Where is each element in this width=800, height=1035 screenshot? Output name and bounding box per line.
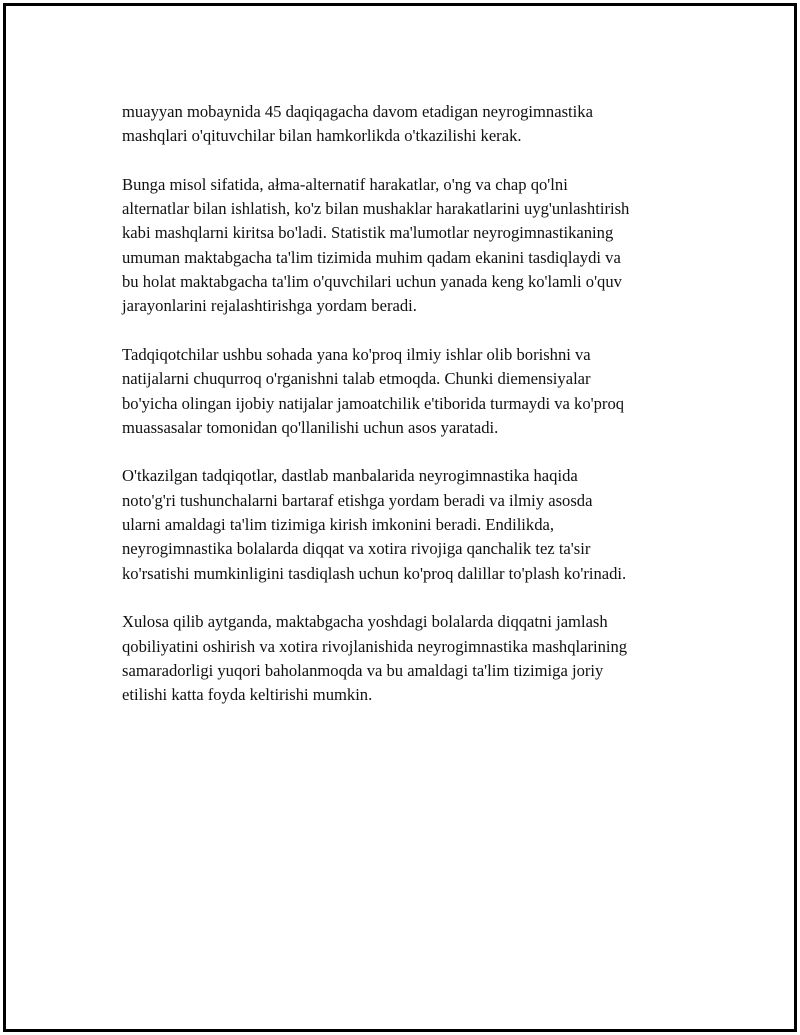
paragraph-5 bbox=[122, 610, 712, 707]
text-line: O'tkazilgan tadqiqotlar, dastlab manbalarida neyrogimnastika haqida bbox=[122, 466, 578, 486]
text-line: Tadqiqotchilar ushbu sohada yana ko'proq ilmiy ishlar olib borishni va bbox=[122, 344, 591, 364]
paragraph-1 bbox=[122, 100, 712, 149]
page-frame bbox=[3, 3, 797, 1032]
text-line: kabi mashqlarni kiritsa bo'ladi. Statistik ma'lumotlar neyrogimnastikaning bbox=[122, 223, 614, 243]
text-line: mashqlari o'qituvchilar bilan hamkorlikda o'tkazilishi kerak. bbox=[122, 126, 522, 146]
text-line: noto'g'ri tushunchalarni bartaraf etishga yordam beradi va ilmiy asosda bbox=[122, 490, 593, 510]
text-line: muassasalar tomonidan qo'llanilishi uchun asos yaratadi. bbox=[122, 417, 499, 437]
document-body bbox=[122, 100, 712, 732]
text-line: samaradorligi yuqori baholanmoqda va bu amaldagi ta'lim tizimiga joriy bbox=[122, 660, 604, 680]
text-line: jarayonlarini rejalashtirishga yordam beradi. bbox=[122, 296, 417, 316]
text-line: muayyan mobaynida 45 daqiqagacha davom etadigan neyrogimnastika bbox=[122, 102, 593, 121]
text-line: bo'yicha olingan ijobiy natijalar jamoatchilik e'tiborida turmaydi va ko'proq bbox=[122, 393, 625, 413]
paragraph-2 bbox=[122, 173, 712, 319]
text-line: bu holat maktabgacha ta'lim o'quvchilari uchun yanada keng ko'lamli o'quv bbox=[122, 272, 622, 292]
text-line: ko'rsatishi mumkinligini tasdiqlash uchun ko'proq dalillar to'plash ko'rinadi. bbox=[122, 563, 627, 583]
text-line: neyrogimnastika bolalarda diqqat va xotira rivojiga qanchalik tez ta'sir bbox=[122, 539, 591, 559]
text-line: natijalarni chuqurroq o'rganishni talab etmoqda. Chunki diemensiyalar bbox=[122, 369, 591, 389]
text-line: Bunga misol sifatida, ałma-alternatif harakatlar, o'ng va chap qo'lni bbox=[122, 174, 568, 194]
text-line: Xulosa qilib aytganda, maktabgacha yoshdagi bolalarda diqqatni jamlash bbox=[122, 612, 608, 632]
text-line: alternatlar bilan ishlatish, ko'z bilan mushaklar harakatlarini uyg'unlashtirish bbox=[122, 199, 630, 219]
text-line: umuman maktabgacha ta'lim tizimida muhim qadam ekanini tasdiqlaydi va bbox=[122, 247, 621, 267]
text-line: etilishi katta foyda keltirishi mumkin. bbox=[122, 685, 373, 705]
text-line: qobiliyatini oshirish va xotira rivojlanishida neyrogimnastika mashqlarining bbox=[122, 636, 628, 656]
paragraph-3 bbox=[122, 343, 712, 440]
text-line: ularni amaldagi ta'lim tizimiga kirish imkonini beradi. Endilikda, bbox=[122, 515, 555, 535]
paragraph-4 bbox=[122, 464, 712, 585]
